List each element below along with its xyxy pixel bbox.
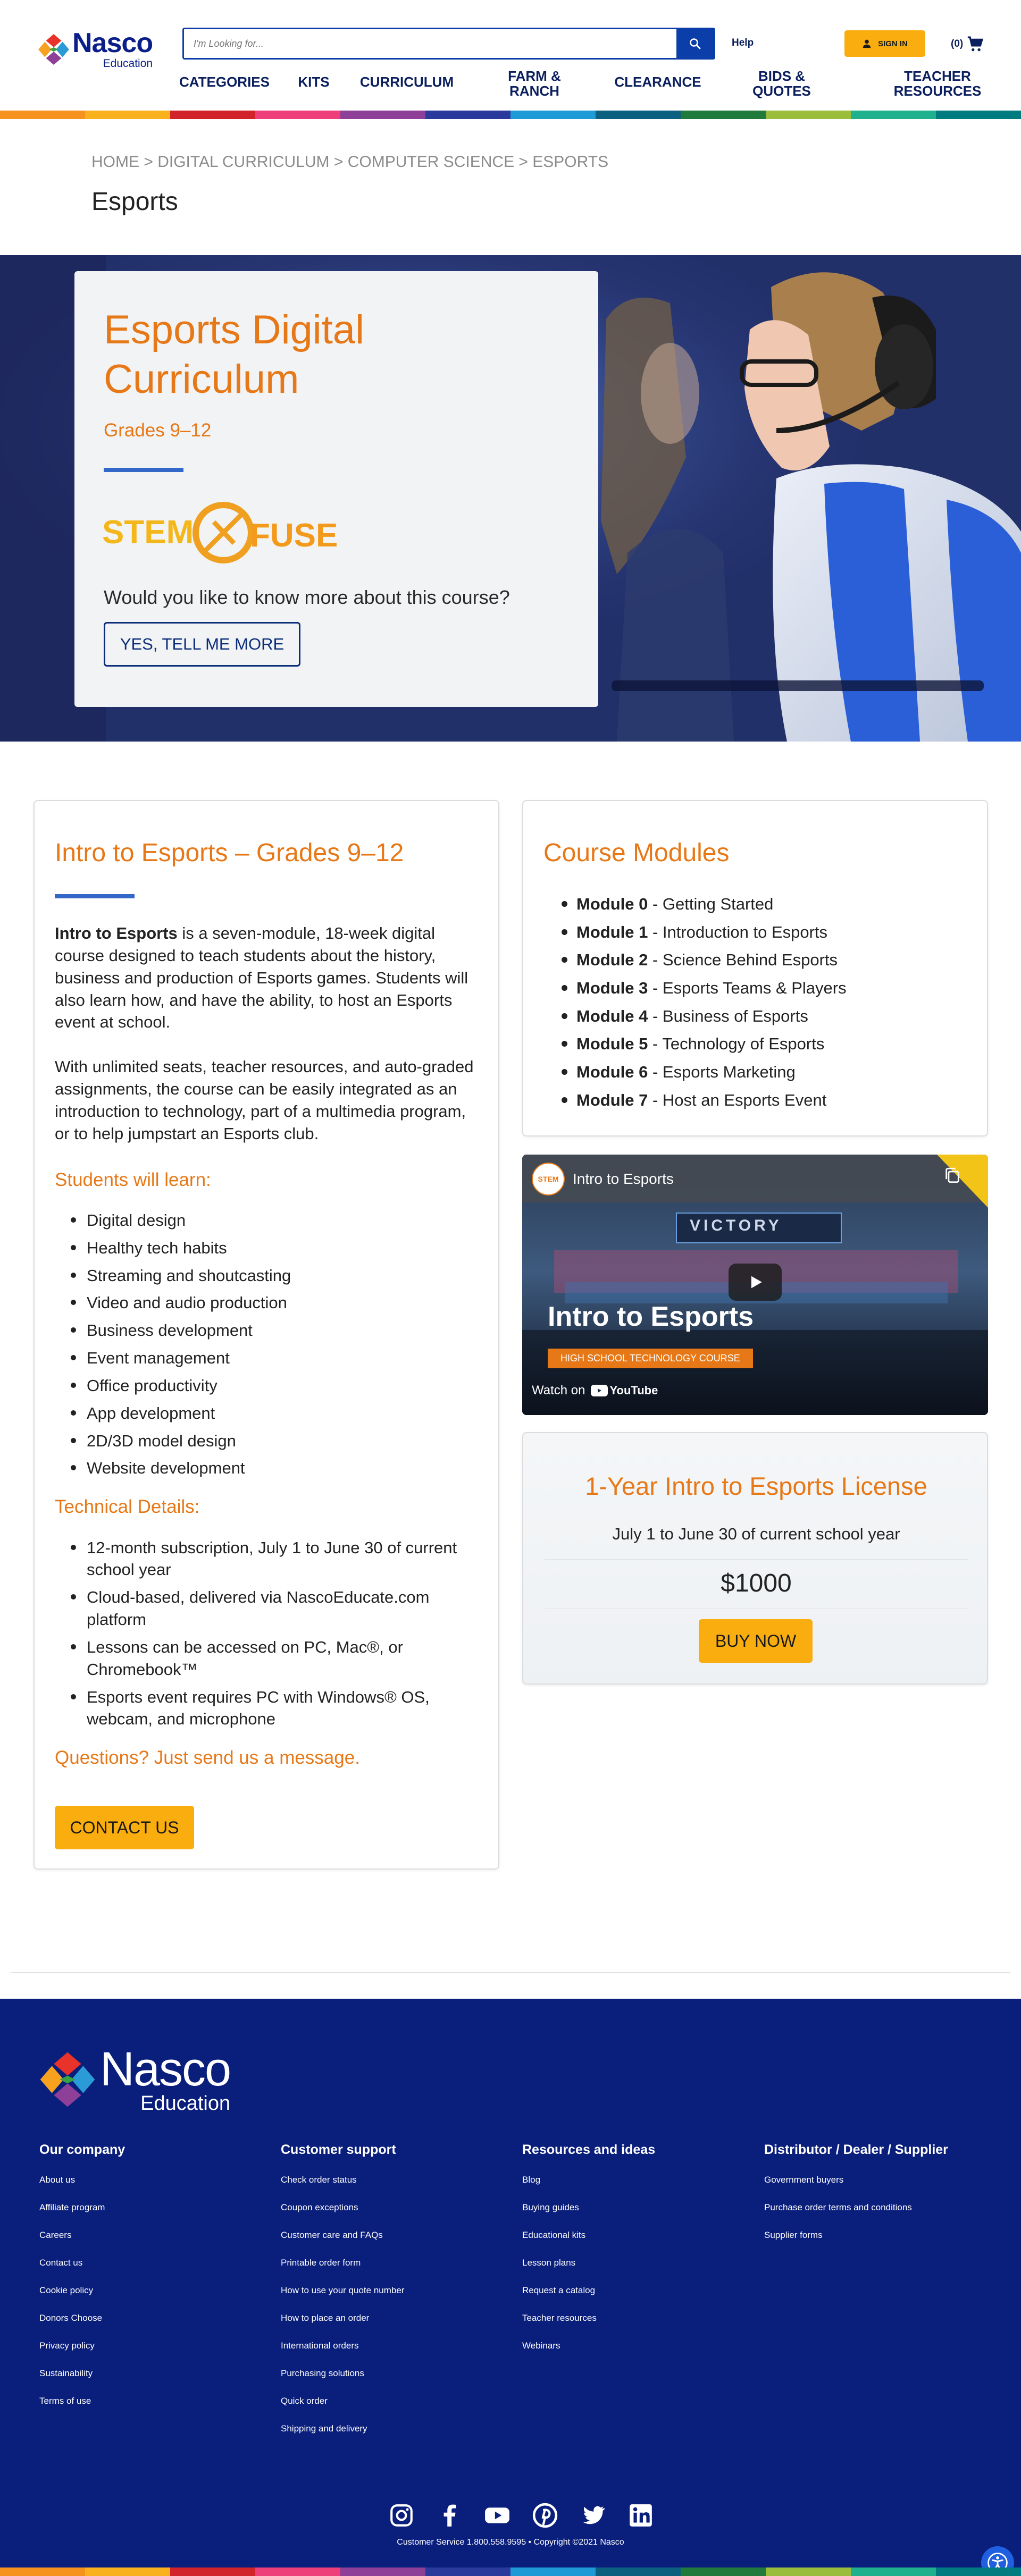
video-banner-word: VICTORY [690,1217,782,1234]
module-name: - Technology of Esports [648,1034,825,1054]
nav-farm-ranch-line2: RANCH [509,83,559,99]
footer-link[interactable]: Donors Choose [39,2313,103,2323]
footer-link[interactable]: Educational kits [522,2230,586,2240]
rainbow-segment [936,111,1021,119]
license-subtitle: July 1 to June 30 of current school year [612,1525,900,1543]
youtube-label: YouTube [609,1384,658,1397]
tech-list-item: Cloud-based, delivered via NascoEducate.com platform [71,1586,480,1631]
module-item [576,946,847,974]
nav-farm-ranch[interactable] [508,69,561,98]
module-item [576,890,847,919]
site-footer [0,1999,1021,2576]
module-name: - Business of Esports [648,1006,808,1025]
nav-teacher-resources[interactable] [894,69,982,98]
footer-link[interactable]: How to use your quote number [281,2285,405,2295]
rainbow-bar-bottom [0,2567,1021,2576]
tech-heading: Technical Details: [55,1496,200,1518]
footer-column-heading: Customer support [281,2142,396,2157]
cart-button[interactable] [951,35,984,53]
footer-link[interactable]: International orders [281,2341,359,2351]
footer-link[interactable]: About us [39,2175,76,2185]
cart-icon [966,35,984,53]
rainbow-segment [851,111,936,119]
nav-clearance[interactable]: CLEARANCE [614,74,701,90]
footer-link[interactable]: How to place an order [281,2313,370,2323]
tech-list-item: Esports event requires PC with Windows® OS, webcam, and microphone [71,1686,480,1731]
play-icon [746,1273,764,1291]
module-name: - Esports Teams & Players [648,979,847,998]
module-item [576,919,847,947]
page-title: Esports [91,188,178,216]
nav-teacher-line2: RESOURCES [893,83,982,99]
stem-logo-left: STEM [102,514,194,551]
rainbow-segment [681,2567,766,2576]
sign-in-button[interactable] [844,30,925,57]
footer-link[interactable]: Privacy policy [39,2341,95,2351]
rainbow-segment [851,2567,936,2576]
instagram-icon[interactable] [388,2502,415,2529]
footer-link[interactable]: Lesson plans [522,2258,576,2268]
stem-fuse-logo [102,494,352,569]
footer-link[interactable]: Cookie policy [39,2285,94,2295]
learn-list-item: App development [71,1402,480,1425]
hero-question: Would you like to know more about this course? [104,586,510,608]
rainbow-segment [596,111,681,119]
rainbow-segment [681,111,766,119]
nav-bids-line2: QUOTES [752,83,811,99]
video-embed[interactable] [522,1155,988,1415]
learn-list [55,1209,480,1479]
play-button[interactable] [729,1264,782,1301]
module-item [576,1030,847,1058]
nav-categories[interactable]: CATEGORIES [179,74,270,90]
footer-link[interactable]: Terms of use [39,2396,91,2406]
rainbow-segment [255,111,340,119]
module-number: Module 4 [576,1006,648,1025]
module-item [576,1087,847,1115]
intro-divider [55,894,135,898]
watch-on-youtube[interactable] [532,1383,658,1398]
rainbow-segment [0,2567,85,2576]
modules-title: Course Modules [543,839,730,867]
footer-link[interactable]: Printable order form [281,2258,361,2268]
intro-paragraph-1 [55,922,480,1033]
footer-link[interactable]: Sustainability [39,2368,93,2378]
nav-bids-line1: BIDS & [758,68,806,84]
footer-link[interactable]: Request a catalog [522,2285,596,2295]
rainbow-segment [766,111,851,119]
rainbow-segment [596,2567,681,2576]
nasco-logo[interactable] [37,29,153,69]
intro-bold-term: Intro to Esports [55,924,178,942]
nav-bids-quotes[interactable] [752,69,811,98]
rainbow-segment [0,111,85,119]
site-header [0,0,1021,106]
nav-kits[interactable]: KITS [298,74,330,90]
video-top-title[interactable]: Intro to Esports [573,1171,674,1187]
modules-card [522,800,988,1137]
learn-list-item: 2D/3D model design [71,1430,480,1452]
footer-logo-sub: Education [140,2092,231,2115]
nav-curriculum[interactable]: CURRICULUM [359,74,454,90]
learn-list-item: Video and audio production [71,1292,480,1314]
footer-col-support [281,2142,404,2451]
learn-list-item: Office productivity [71,1375,480,1397]
footer-link[interactable]: Affiliate program [39,2202,105,2212]
footer-copyright: Customer Service 1.800.558.9595 • Copyright ©2021 Nasco [397,2538,624,2547]
module-item [576,1003,847,1031]
license-title: 1-Year Intro to Esports License [585,1472,927,1500]
rainbow-segment [425,2567,510,2576]
license-card [522,1432,988,1685]
rainbow-segment [340,2567,425,2576]
footer-column-heading: Our company [39,2142,125,2157]
modules-list [576,890,847,1115]
intro-card [34,800,499,1870]
tech-list-item: 12-month subscription, July 1 to June 30 of current school year [71,1537,480,1581]
footer-logo-name: Nasco [100,2043,231,2096]
module-number: Module 2 [576,950,648,970]
module-number: Module 5 [576,1034,648,1054]
tech-list [55,1537,480,1731]
facebook-icon[interactable] [436,2502,463,2529]
main-nav [0,66,1021,104]
youtube-icon [591,1385,608,1396]
footer-link[interactable]: Supplier forms [764,2230,823,2240]
pinterest-icon[interactable] [532,2502,558,2529]
content-divider [11,1972,1010,1973]
channel-avatar[interactable]: STEM [532,1163,565,1196]
learn-list-item: Streaming and shoutcasting [71,1265,480,1287]
footer-link[interactable]: Buying guides [522,2202,579,2212]
footer-link[interactable]: Blog [522,2175,541,2185]
social-links [388,2502,654,2529]
help-link[interactable]: Help [732,37,754,48]
contact-us-button[interactable]: CONTACT US [55,1806,194,1849]
footer-link[interactable]: Webinars [522,2341,560,2351]
license-price: $1000 [721,1569,792,1597]
search-button[interactable] [676,29,714,58]
learn-list-item: Event management [71,1347,480,1369]
tell-me-more-button[interactable]: YES, TELL ME MORE [104,622,300,667]
footer-logo-mark-icon [38,2050,97,2109]
module-number: Module 1 [576,922,648,941]
rainbow-segment [510,111,596,119]
nasco-logo-mark-icon [37,33,70,66]
intro-para1-rest: is a seven-module, 18-week digital course designed to teach students about the history, business and production of Esports games. Students will also learn how, and have the ability, to host an Esports event at school. [55,924,468,1032]
module-name: - Introduction to Esports [648,922,828,941]
sign-in-label: SIGN IN [878,39,908,48]
hero-banner [0,255,1021,742]
watch-on-label: Watch on [532,1383,585,1398]
footer-col-company [39,2142,125,2423]
hero-divider [104,468,183,472]
footer-logo[interactable] [38,2045,230,2114]
rainbow-segment [255,2567,340,2576]
footer-link[interactable]: Teacher resources [522,2313,597,2323]
module-item [576,974,847,1003]
module-number: Module 3 [576,979,648,998]
video-title: Intro to Esports [548,1301,754,1332]
hero-title: Esports Digital Curriculum [104,307,364,402]
rainbow-segment [85,2567,170,2576]
module-name: - Science Behind Esports [648,950,838,970]
module-name: - Host an Esports Event [648,1090,827,1109]
nav-farm-ranch-line1: FARM & [508,68,561,84]
rainbow-segment [766,2567,851,2576]
footer-col-resources [522,2142,655,2368]
cart-count: (0) [951,38,964,49]
footer-column-heading: Distributor / Dealer / Supplier [764,2142,948,2157]
footer-link[interactable]: Customer care and FAQs [281,2230,383,2240]
footer-col-distributor [764,2142,948,2258]
stem-logo-right: FUSE [250,517,338,554]
buy-now-button[interactable]: BUY NOW [699,1619,813,1663]
learn-list-item: Website development [71,1457,480,1479]
footer-link[interactable]: Government buyers [764,2175,844,2185]
footer-link[interactable]: Coupon exceptions [281,2202,358,2212]
module-item [576,1058,847,1087]
license-divider-1 [545,1559,968,1560]
twitter-icon[interactable] [580,2502,606,2529]
learn-list-item: Digital design [71,1209,480,1232]
module-number: Module 0 [576,895,648,913]
linkedin-icon[interactable] [627,2502,654,2529]
footer-link[interactable]: Quick order [281,2396,328,2406]
search-icon [689,37,701,50]
breadcrumb[interactable]: HOME > DIGITAL CURRICULUM > COMPUTER SCIENCE > ESPORTS [91,153,609,171]
learn-list-item: Healthy tech habits [71,1237,480,1259]
rainbow-bar-top [0,111,1021,119]
rainbow-segment [340,111,425,119]
intro-paragraph-2: With unlimited seats, teacher resources, and auto-graded assignments, the course can be easily integrated as an introduction to technology, part of a multimedia program, or to help jumpstart an Esports club. [55,1057,474,1143]
footer-link[interactable]: Check order status [281,2175,357,2185]
module-name: - Esports Marketing [648,1063,796,1082]
learn-heading: Students will learn: [55,1169,211,1190]
intro-title: Intro to Esports – Grades 9–12 [55,839,404,867]
footer-link[interactable]: Careers [39,2230,72,2240]
logo-name: Nasco [72,28,153,58]
hero-grades: Grades 9–12 [104,420,212,441]
copy-link-icon[interactable] [943,1166,961,1184]
hero-card [74,271,598,707]
learn-list-item: Business development [71,1319,480,1342]
tech-list-item: Lessons can be accessed on PC, Mac®, or Chromebook™ [71,1636,480,1681]
footer-column-heading: Resources and ideas [522,2142,656,2157]
footer-link[interactable]: Purchase order terms and conditions [764,2202,912,2212]
module-name: - Getting Started [648,895,774,913]
nav-teacher-line1: TEACHER [904,68,971,84]
logo-sub: Education [103,57,153,70]
footer-link[interactable]: Contact us [39,2258,83,2268]
rainbow-segment [425,111,510,119]
rainbow-segment [170,2567,255,2576]
user-icon [862,39,872,48]
rainbow-segment [170,111,255,119]
module-number: Module 7 [576,1090,648,1109]
rainbow-segment [85,111,170,119]
search-input[interactable] [184,29,676,58]
youtube-icon[interactable] [484,2502,510,2529]
footer-link[interactable]: Shipping and delivery [281,2423,367,2434]
footer-link[interactable]: Purchasing solutions [281,2368,364,2378]
module-number: Module 6 [576,1063,648,1082]
questions-heading: Questions? Just send us a message. [55,1747,360,1769]
search-bar [182,28,715,60]
rainbow-segment [936,2567,1021,2576]
rainbow-segment [510,2567,596,2576]
video-badge: HIGH SCHOOL TECHNOLOGY COURSE [548,1349,753,1368]
